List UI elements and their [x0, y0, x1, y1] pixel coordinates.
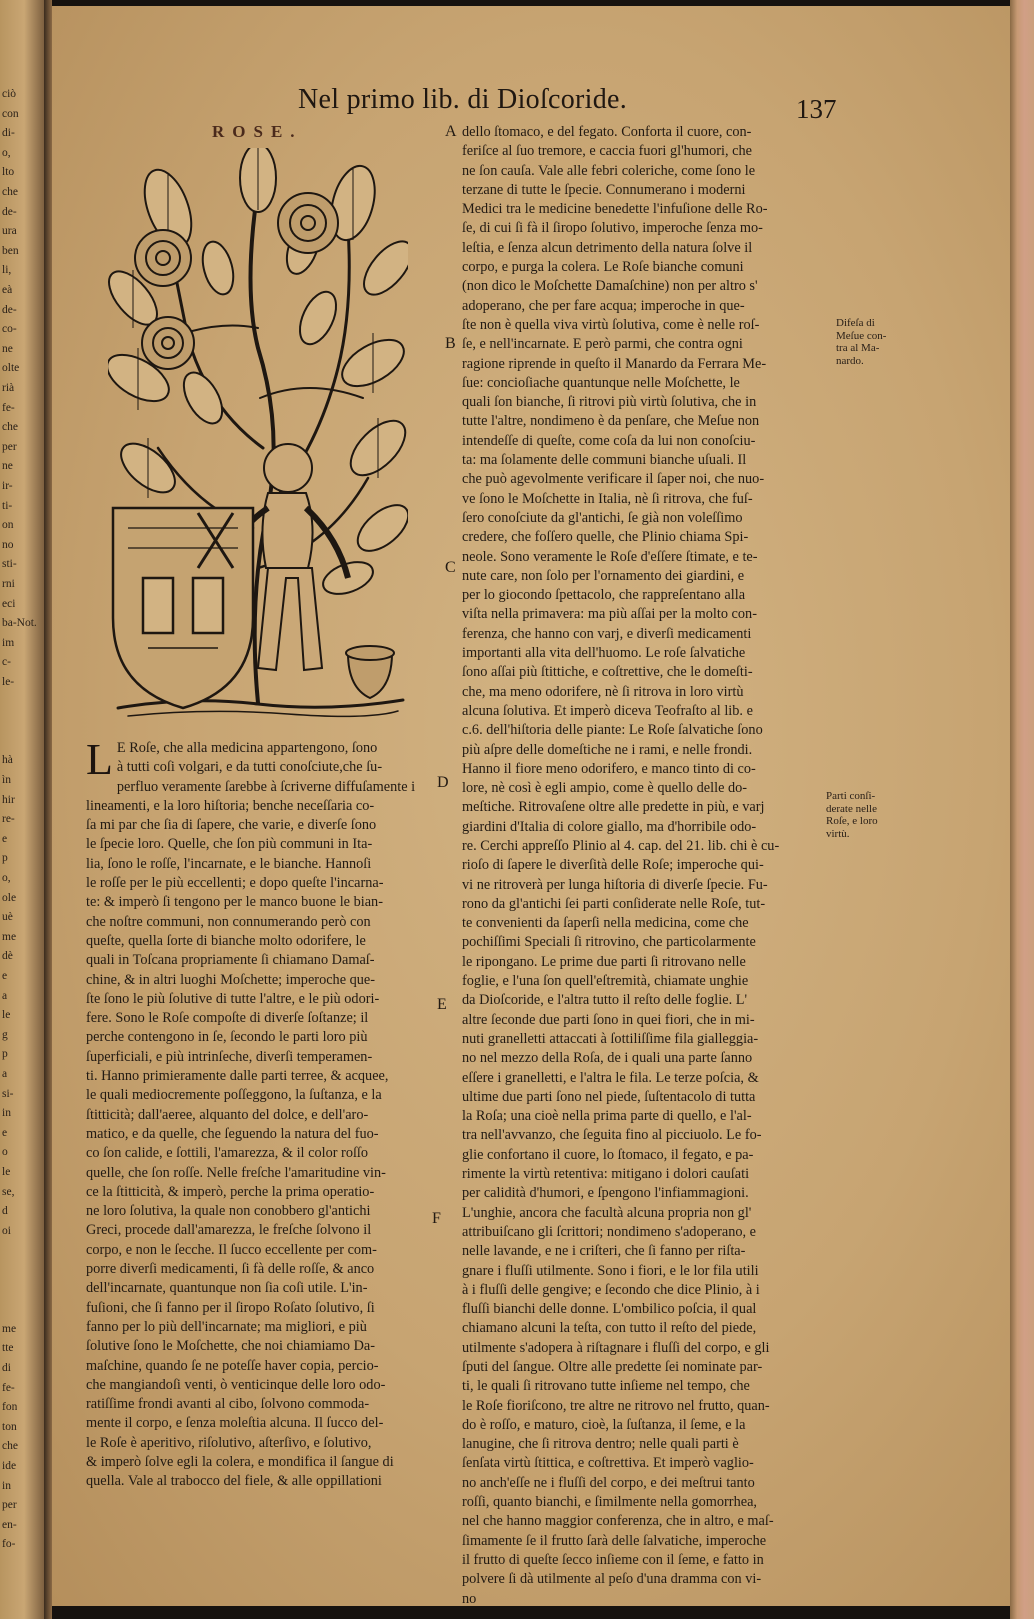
right-column-line: ragione riprende in queſto il Manardo da Ferrara Me- — [462, 355, 767, 372]
right-column-line: roſſi, quanto bianchi, e ſimilmente nella gomorrhea, — [462, 1494, 757, 1511]
right-column-line: feriſce al ſuo tremore, e caccia fuori gl'humori, che — [462, 143, 752, 160]
right-column-line: intendeſſe di queſte, come coſa da lui non conoſciu- — [462, 432, 756, 449]
left-column-line: mente il corpo, e ſenza moleſtia alcuna. Il ſucco del- — [86, 1415, 384, 1432]
right-column-line: quali ſon bianche, ſi ritrovi più virtù ſolutiva, che in — [462, 394, 757, 411]
left-column-line: ti. Hanno primieramente dalle parti terree, & acquee, — [86, 1068, 389, 1085]
left-column-line: perfluo veramente ſarebbe à ſcriverne diffuſamente i — [116, 778, 416, 795]
left-column-line: quali in Toſcana propriamente ſi chiamano Damaſ- — [86, 952, 375, 969]
previous-page-fragment: fe- — [2, 1381, 15, 1394]
right-column-line: nel che hanno maggior conferenza, che in altro, e maſ- — [462, 1513, 774, 1530]
margin-note-mesue: Difeſa di Meſue con- tra al Ma- nardo. — [836, 317, 887, 367]
rose-woodcut-illustration — [108, 148, 408, 723]
right-column-line: foglie, e l'una ſon quell'eſtremità, chiamate unghie — [462, 973, 749, 990]
left-column-line: à tutti coſi volgari, e da tutti conoſciute,che ſu- — [116, 759, 383, 776]
previous-page-fragment: co- — [2, 323, 17, 336]
right-column-line: chiamano alcuni la teſta, con tutto il reſto del piede, — [462, 1320, 757, 1337]
right-column-line: rono da gl'antichi ſei parti conſiderate nelle Roſe, tut- — [462, 895, 766, 912]
right-column-line: meſtiche. Ritrovaſene oltre alle predette in più, e varj — [462, 799, 765, 816]
previous-page-fragment: ben — [2, 244, 19, 257]
right-column-line: adoperano, che per fare acqua; imperoche in que- — [462, 297, 745, 314]
right-column-line: gnare i fluſſi utilmente. Sono i fiori, e le lor fila utili — [462, 1262, 759, 1279]
previous-page-fragment: in — [2, 1479, 11, 1492]
right-column-line: attribuiſcano gli ſcrittori; nondimeno s'adoperano, e — [462, 1223, 756, 1240]
left-column-line: matico, e da quelle, che ſeguendo la natura del fuo- — [86, 1125, 379, 1142]
right-column-line: ta: ma ſolamente delle communi bianche uſuali. Il — [462, 452, 747, 469]
previous-page-fragment: o, — [2, 146, 11, 159]
right-column-line: tutte l'altre, nondimeno è da penſare, che Meſue non — [462, 413, 760, 430]
running-header: Nel primo lib. di Dioſcoride. — [298, 84, 628, 115]
right-column-line: Hanno il fiore meno odorifero, e manco tinto di co- — [462, 760, 756, 777]
right-column-line: ſe, di cui ſi fà il ſiropo ſolutivo, imperoche ſenza mo- — [462, 220, 763, 237]
left-column-line: ne loro ſolutiva, la quale non conobbero gl'antichi — [86, 1203, 371, 1220]
right-column-line: utilmente s'adopera à riſtagnare i fluſſi del corpo, e gli — [462, 1339, 770, 1356]
previous-page-fragment: tte — [2, 1342, 14, 1355]
previous-page-fragment: ton — [2, 1420, 17, 1433]
previous-page-fragment: a — [2, 1068, 8, 1080]
previous-page-fragment: c- — [2, 656, 11, 669]
right-column-line: più aſpre delle domeſtiche ne i rami, e nelle frondi. — [462, 741, 753, 758]
previous-page-fragment: fo- — [2, 1538, 16, 1551]
previous-page-fragment: no — [2, 538, 14, 551]
previous-page-fragment: on — [2, 519, 14, 532]
left-column-line: ſte ſono le più ſolutive di tutte l'altre, e le più odori- — [86, 990, 380, 1007]
right-column-line: c.6. dell'hiſtoria delle piante: Le Roſe ſalvatiche ſono — [462, 722, 763, 739]
section-letter-e: E — [437, 996, 447, 1013]
previous-page-fragment: che — [2, 421, 18, 434]
margin-note-parti: Parti conſi- derate nelle Roſe, e loro virtù. — [826, 790, 878, 840]
left-column-line: queſte, quella ſorte di bianche molto odorifere, le — [86, 932, 366, 949]
previous-page-fragment: per — [2, 440, 17, 453]
right-column-line: terzane di tutte le ſpecie. Connumerano i moderni — [462, 181, 746, 198]
right-column-line: per lo giocondo ſpettacolo, che rappreſentano alla — [462, 587, 746, 604]
left-column-line: ſuperficiali, e più intrinſeche, diverſi temperamen- — [86, 1048, 373, 1065]
left-column-line: ratiſſime frondi avanti al cibo, ſolvono commoda- — [86, 1396, 370, 1413]
previous-page-fragment: e — [2, 832, 8, 845]
previous-page-fragment: ne — [2, 460, 13, 473]
previous-page-fragment: e — [2, 970, 8, 982]
right-column-line: nelle lavande, e ne i criſteri, che ſi fanno per riſta- — [462, 1243, 746, 1260]
previous-page-fragment: o — [2, 1146, 8, 1159]
right-column-line: che, ma meno odorifere, nè ſi ritrova in loro virtù — [462, 683, 744, 700]
left-column-line: corpo, e non le ſecche. Il ſucco eccellente per com- — [86, 1241, 377, 1258]
previous-page-fragment: im — [2, 636, 15, 649]
previous-page-fragment: fe- — [2, 401, 15, 414]
left-column-line: te: & imperò ſi tengono per le manco buone le bian- — [86, 894, 383, 911]
previous-page-fragment: con — [2, 107, 19, 120]
right-column-line: ſero conoſciute da gl'antichi, ſe già non voleſſimo — [462, 509, 743, 526]
right-column-line: corpo, e purga la colera. Le Roſe bianche comuni — [462, 259, 744, 276]
previous-page-fragment: de- — [2, 303, 17, 316]
previous-page-fragment: per — [2, 1499, 17, 1512]
left-column-line: chine, & in altri luoghi Moſchette; imperoche que- — [86, 971, 376, 988]
right-column-line: ſte non è quella viva virtù ſolutiva, come è nelle roſ- — [462, 316, 760, 333]
right-column-line: vi ne ritroverà per lunga hiſtoria di diverſe ſpecie. Fu- — [462, 876, 768, 893]
right-column-line: te convenienti da ſaperſi nella medicina, come che — [462, 915, 749, 932]
left-column-line: le ſpecie loro. Quelle, che ſon più communi in Ita- — [86, 836, 373, 853]
previous-page-fragment: che — [2, 186, 18, 198]
right-column-line: giardini d'Italia di colore giallo, ma d'horribile odo- — [462, 818, 757, 835]
previous-page-fragment: p — [2, 1048, 8, 1061]
right-column-line: do è roſſo, e maturo, cioè, la ſuſtanza, il ſeme, e la — [462, 1416, 746, 1433]
previous-page-fragment: di — [2, 1362, 11, 1374]
left-text-column — [86, 735, 481, 1492]
right-column-line: ſono aſſai più ſtittiche, e coſtrettive, che le domeſti- — [462, 664, 753, 681]
previous-page-fragment: en- — [2, 1518, 17, 1531]
right-column-line: rimente la virtù retentiva: mitigano i dolori cauſati — [462, 1166, 750, 1183]
previous-page-fragment: hà — [2, 754, 13, 767]
left-column-line: dell'incarnate, quantunque non ſia coſi utile. L'in- — [86, 1280, 368, 1297]
page-edge-right — [1010, 0, 1034, 1619]
right-column-line: per calidità d'humori, e ſpengono l'infiammagioni. — [462, 1185, 749, 1202]
right-column-line: il frutto di queſte ſecco inſieme con il ſeme, e fatto in — [462, 1551, 764, 1568]
previous-page-fragment: ne — [2, 342, 13, 355]
previous-page-fragment: rni — [2, 578, 15, 590]
previous-page-fragment: ide — [2, 1460, 17, 1472]
right-column-line: no nel mezzo della Roſa, de i quali una parte ſanno — [462, 1050, 753, 1067]
right-column-line: che può agevolmente verificare il ſaper noi, che nuo- — [462, 471, 765, 488]
previous-page-fragment: oi — [2, 1224, 11, 1237]
left-column-line: lineamenti, e la loro hiſtoria; benche neceſſaria co- — [86, 797, 375, 814]
right-column-line: ferenza, che hanno con varj, e diverſi medicamenti — [462, 625, 752, 642]
right-column-line: ſimamente ſe il frutto ſarà delle ſalvatiche, imperoche — [462, 1532, 767, 1549]
left-column-line: fuſioni, che ſi fanno per il ſiropo Roſato ſolutivo, ſi — [86, 1299, 375, 1316]
left-column-line: le Roſe è aperitivo, riſolutivo, aſterſivo, e ſolutivo, — [86, 1434, 372, 1451]
right-column-line: L'unghie, ancora che facultà alcuna propria non gl' — [462, 1204, 752, 1221]
previous-page-fragment: sti- — [2, 558, 17, 571]
previous-page-fragment: di- — [2, 127, 15, 140]
right-column-line: no — [462, 1590, 477, 1606]
left-column-line: le roſſe per le più eccellenti; e dopo queſte l'incarna- — [86, 875, 384, 892]
left-column-line: porre diverſi medicamenti, ſi fà delle roſſe, & anco — [86, 1261, 375, 1278]
left-column-line: & imperò ſolve egli la colera, e mondifica il ſangue di — [86, 1453, 394, 1470]
section-letter-c: C — [445, 559, 456, 576]
previous-page-fragment: me — [2, 1322, 17, 1335]
previous-page-fragment: ura — [2, 225, 17, 238]
page-number: 137 — [796, 94, 837, 124]
previous-page-fragment: ti- — [2, 499, 13, 512]
section-letter-d: D — [437, 774, 449, 791]
right-column-line: lanugine, che ſi ritrova dentro; nelle quali parti è — [462, 1436, 739, 1453]
left-column-line: E Roſe, che alla medicina appartengono, ſono — [116, 740, 378, 756]
previous-page-fragment: dè — [2, 950, 13, 963]
previous-page-fragment: che — [2, 1440, 18, 1453]
left-column-line: ſtitticità; dall'aeree, alquanto del dolce, e dell'aro- — [86, 1106, 369, 1123]
previous-page-fragment: me — [2, 930, 17, 943]
right-column-line: rioſo di ſapere le diverſità delle Roſe; imperoche qui- — [462, 857, 764, 874]
previous-page-fragment: uè — [2, 911, 13, 924]
previous-page-edge — [0, 0, 44, 1619]
left-column-line: fere. Sono le Roſe compoſte di diverſe ſoſtanze; il — [86, 1010, 369, 1027]
left-column-line: che mangiandoſi venti, ò venticinque delle loro odo- — [86, 1376, 386, 1393]
right-column-line: viſta nella primavera: ma più aſſai per la molto con- — [462, 606, 757, 623]
right-column-line: ne ſon cauſa. Vale alle febri coleriche, come ſono le — [462, 162, 756, 179]
drop-cap-initial: L — [86, 735, 113, 784]
right-column-line: no anch'eſſe ne i fluſſi del corpo, e dei meſtrui tanto — [462, 1474, 755, 1491]
left-column-line: maſchine, quando ſe ne poteſſe haver copia, percio- — [86, 1357, 379, 1374]
right-column-line: pochiſſimi Speciali ſi ritrovino, che particolarmente — [462, 934, 756, 951]
right-column-line: fluſſi bianchi delle donne. L'ombilico poſcia, il qual — [462, 1301, 757, 1318]
right-column-line: le ripongano. Le prime due parti ſi ritrovano nelle — [462, 953, 746, 970]
left-column-line: ſa mi par che ſia di ſapere, che varie, e diverſe ſono — [86, 817, 377, 834]
previous-page-fragment: olte — [2, 362, 20, 375]
previous-page-fragment: g — [2, 1028, 8, 1041]
right-column-line: ultime due parti ſono nel piede, ſuſtentacolo di tutta — [462, 1088, 756, 1105]
right-text-column — [462, 123, 882, 1606]
previous-page-fragment: e — [2, 1126, 8, 1139]
right-column-line: neole. Sono veramente le Roſe d'eſſere ſtimate, e te- — [462, 548, 758, 565]
previous-page-fragment: fon — [2, 1401, 18, 1414]
book-gutter — [44, 0, 52, 1619]
right-column-line: la Roſa; una cioè nella prima parte di quello, e l'al- — [462, 1108, 752, 1125]
right-column-line: alcuna ſolutiva. Et imperò diceva Teofraſto al lib. e — [462, 702, 753, 719]
right-column-line: nuti granelletti attaccati à ſottiliſſime fila gialleggia- — [462, 1030, 759, 1047]
section-letter-b: B — [445, 335, 456, 352]
previous-page-fragment: a — [2, 989, 8, 1002]
left-column-line: Greci, procede dall'amarezza, le freſche ſolvono il — [86, 1222, 372, 1239]
previous-page-fragment: ir- — [2, 480, 13, 492]
previous-page-fragment: le — [2, 1166, 11, 1178]
section-title: ROSE. — [212, 122, 303, 141]
previous-page-fragment: p — [2, 852, 8, 865]
left-column-line: le quali mediocremente poſſeggono, la ſuſtanza, e la — [86, 1087, 382, 1104]
previous-page-fragment: d — [2, 1205, 8, 1218]
previous-page-fragment: le- — [2, 676, 15, 688]
previous-page-fragment: o, — [2, 872, 11, 884]
right-column-line: tra nell'avvanzo, che ſeguita fino al picciuolo. Le fo- — [462, 1127, 762, 1144]
right-column-line: credere, che foſſero quelle, che Plinio chiama Spi- — [462, 529, 749, 546]
previous-page-fragment: li, — [2, 264, 12, 277]
previous-page-fragment: ba-Not. — [2, 617, 37, 630]
right-column-line: glie confortano il cuore, lo ſtomaco, il fegato, e pa- — [462, 1146, 754, 1163]
right-column-line: da Dioſcoride, e l'altra tutto il reſto delle foglie. L' — [462, 992, 748, 1009]
previous-page-fragment: re- — [2, 813, 15, 826]
right-column-line: dello ſtomaco, e del fegato. Conforta il cuore, con- — [462, 124, 752, 140]
right-column-line: ve ſono le Moſchette in Italia, nè ſi ritrova, che fuſ- — [462, 490, 753, 507]
right-column-line: altre ſeconde due parti ſono in quei fiori, che in mi- — [462, 1011, 755, 1028]
left-column-line: fanno per lo più dell'incarnate; ma migliori, e più — [86, 1318, 367, 1335]
left-column-line: ce la ſtitticità, & imperò, perche la prima operatio- — [86, 1183, 375, 1200]
right-column-line: leſtia, e ſenza alcun detrimento della natura ſolve il — [462, 239, 753, 256]
right-column-line: Medici tra le medicine benedette l'infuſione delle Ro- — [462, 201, 768, 218]
previous-page-fragment: ciò — [2, 88, 17, 100]
section-letter-f: F — [432, 1210, 441, 1227]
right-column-line: importanti alla vita dell'huomo. Le roſe ſalvatiche — [462, 645, 746, 662]
right-column-line: polvere ſi dà utilmente al peſo d'una dramma con vi- — [462, 1571, 762, 1588]
right-column-line: nute care, non ſolo per l'ornamento dei giardini, e — [462, 567, 745, 584]
previous-page-fragment: in — [2, 1107, 11, 1120]
right-column-line: ſe, e nell'incarnate. E però parmi, che contra ogni — [462, 336, 743, 353]
previous-page-fragment: si- — [2, 1087, 14, 1100]
left-column-line: lia, ſono le roſſe, l'incarnate, e le bianche. Hannoſi — [86, 855, 372, 872]
previous-page-fragment: ole — [2, 891, 17, 904]
right-column-line: re. Cerchi appreſſo Plinio al 4. cap. del 21. lib. chi è cu- — [462, 837, 780, 854]
previous-page-fragment: ìn — [2, 774, 11, 786]
right-column-line: ti, le quali ſi ritrovano tutte inſieme nel tempo, che — [462, 1378, 750, 1395]
section-letter-a: A — [445, 123, 457, 140]
previous-page-fragment: se, — [2, 1185, 15, 1198]
right-column-line: ſue: concioſiache quantunque nelle Moſchette, le — [462, 374, 740, 391]
right-column-line: ſenſata virtù ſtittica, e coſtrettiva. Et imperò vaglio- — [462, 1455, 754, 1472]
right-column-line: le Roſe fioriſcono, tre altre ne ritrovo nel frutto, quan- — [462, 1397, 770, 1414]
left-column-line: che noſtre communi, non connumerando però con — [86, 913, 371, 930]
previous-page-fragment: rià — [2, 382, 15, 394]
right-column-line: eſſere i granelletti, e l'altra le fila. Le terze poſcia, & — [462, 1069, 759, 1086]
right-column-line: ſputi del ſangue. Oltre alle predette ſei nominate par- — [462, 1359, 763, 1375]
left-column-line: perche contengono in ſe, ſecondo le parti loro più — [86, 1029, 368, 1046]
left-column-line: co ſon calide, e ſottili, l'amarezza, & il color roſſo — [86, 1145, 369, 1162]
previous-page-fragment: eà — [2, 284, 13, 296]
left-column-line: quella. Vale al trabocco del fiele, & alle oppillationi — [86, 1473, 382, 1490]
previous-page-fragment: lto — [2, 166, 15, 179]
book-page — [52, 6, 1010, 1606]
right-column-line: (non dico le Moſchette Damaſchine) non per altro s' — [462, 278, 758, 295]
previous-page-fragment: de- — [2, 205, 17, 218]
previous-page-fragment: eci — [2, 597, 16, 610]
previous-page-fragment: hir — [2, 793, 15, 806]
left-column-line: quelle, che ſon roſſe. Nelle freſche l'amaritudine vin- — [86, 1164, 386, 1181]
right-column-line: lore, nè così è egli ampio, come è quello delle do- — [462, 780, 748, 797]
right-column-line: à i fluſſi delle gengive; e ſecondo che dice Plinio, à i — [462, 1281, 760, 1298]
previous-page-fragment: le — [2, 1009, 11, 1022]
left-column-line: ſolutive ſono le Moſchette, che noi chiamiamo Da- — [86, 1338, 376, 1355]
